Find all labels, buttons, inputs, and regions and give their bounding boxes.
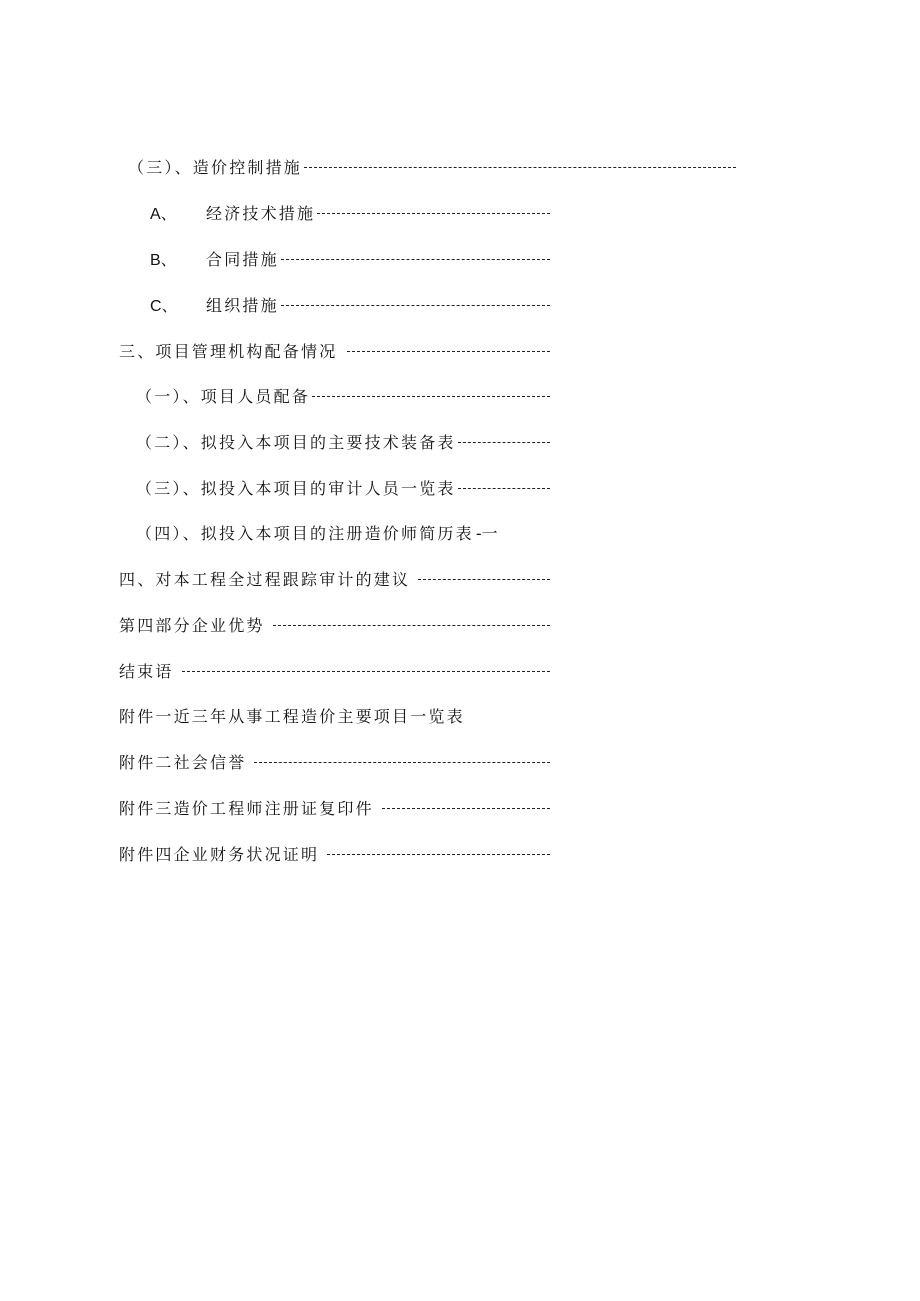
toc-entry-text: 结束语: [119, 661, 174, 681]
toc-leader: [382, 808, 550, 809]
toc-entry-text: 附件一近三年从事工程造价主要项目一览表: [119, 706, 465, 726]
toc-entry: [119, 337, 550, 363]
toc-entry: [119, 611, 550, 637]
toc-entry-letter: B、: [150, 251, 177, 269]
toc-leader: [317, 213, 550, 214]
toc-entry: [119, 794, 550, 820]
toc-entry: [136, 519, 498, 545]
toc-leader: [347, 351, 550, 352]
toc-entry-text: 合同措施: [206, 249, 279, 269]
toc-leader: [458, 488, 550, 489]
toc-leader: [458, 442, 550, 443]
toc-entry-letter: A、: [150, 205, 177, 223]
toc-entry: [150, 199, 550, 225]
toc-entry-text: 附件二社会信誉: [119, 752, 247, 772]
toc-leader: [281, 305, 550, 306]
toc-leader: [281, 259, 550, 260]
toc-entry-text: 附件三造价工程师注册证复印件: [119, 798, 374, 818]
toc-entry-text: 经济技术措施: [206, 203, 316, 223]
toc-entry-tail: -一: [475, 523, 498, 543]
toc-entry: [119, 748, 550, 774]
toc-leader: [254, 762, 550, 763]
toc-entry: [136, 428, 550, 454]
toc-entry: [150, 291, 550, 317]
toc-entry-text: （三）、拟投入本项目的审计人员一览表: [136, 478, 456, 498]
toc-entry-text: 四、对本工程全过程跟踪审计的建议: [119, 569, 411, 589]
toc-entry: [119, 565, 550, 591]
toc-entry-text: 第四部分企业优势: [119, 615, 265, 635]
toc-leader: [304, 167, 736, 168]
toc-leader: [327, 854, 550, 855]
toc-entry: [136, 474, 550, 500]
toc-entry-text: （二）、拟投入本项目的主要技术装备表: [136, 432, 456, 452]
toc-entry-text: 附件四企业财务状况证明: [119, 844, 320, 864]
toc-entry-text: （一）、项目人员配备: [136, 386, 311, 406]
toc-entry: [119, 702, 465, 728]
toc-entry-text: 组织措施: [206, 295, 279, 315]
toc-entry: [136, 382, 550, 408]
toc-leader: [273, 625, 550, 626]
toc-entry-text: （四）、拟投入本项目的注册造价师简历表: [136, 523, 474, 543]
toc-entry: [128, 153, 736, 179]
toc-entry: [119, 840, 550, 866]
toc-leader: [182, 671, 550, 672]
toc-entry: [119, 657, 550, 683]
toc-leader: [312, 396, 550, 397]
toc-entry-text: （三）、造价控制措施: [128, 157, 303, 177]
toc-entry-letter: C、: [150, 297, 178, 315]
toc-leader: [418, 579, 550, 580]
toc-entry: [150, 245, 550, 271]
toc-entry-text: 三、项目管理机构配备情况: [119, 341, 338, 361]
